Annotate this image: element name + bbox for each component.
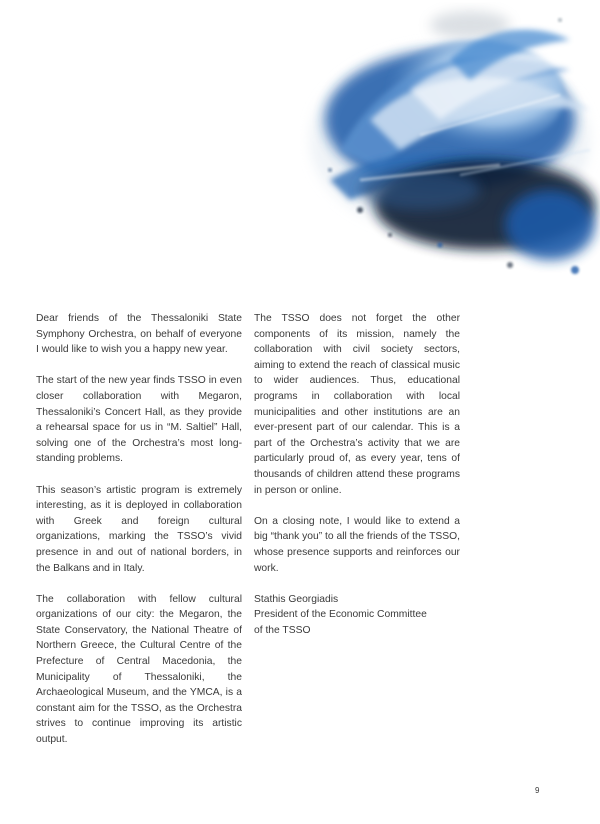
paragraph-megaron-collaboration: The start of the new year finds TSSO in even closer collaboration with Megaron, Thessaloniki’s Concert Hall, as they provide a rehearsal space for us in “M. Saltiel” Hall, solving one of the Orchestra’s most long-standing problems. — [36, 375, 242, 465]
signatory-name: Stathis Georgiadis — [254, 593, 339, 605]
left-text-column — [36, 311, 242, 763]
signatory-title-line-1: President of the Economic Committee — [254, 609, 427, 621]
right-text-column — [254, 311, 460, 654]
abstract-blue-flower-artwork — [300, 0, 600, 290]
paragraph-mission: The TSSO does not forget the other components of its mission, namely the collaboration with civil society sectors, aiming to extend the reach of classical music to wider audiences. Thus, educational programs in collaboration with local municipalities and other institutions are an ever-present part of our calendar. This is a part of the Orchestra’s activity that we are particularly proud of, as every year, tens of thousands of children attend these programs in person or online. — [254, 313, 460, 496]
signature-block — [254, 592, 460, 639]
page-number: 9 — [535, 786, 540, 795]
paragraph-greeting: Dear friends of the Thessaloniki State Symphony Orchestra, on behalf of everyone I would like to wish you a happy new year. — [36, 313, 242, 356]
signatory-title-line-2: of the TSSO — [254, 624, 311, 636]
paragraph-cultural-organizations: The collaboration with fellow cultural organizations of our city: the Megaron, the State Conservatory, the National Theatre of Northern Greece, the Cultural Centre of the Prefecture of Central Macedonia, the Municipality of Thessaloniki, the Archaeological Museum, and the YMCA, is a constant aim for the TSSO, as the Orchestra strives to continue improving its artistic output. — [36, 593, 242, 746]
paragraph-artistic-program: This season’s artistic program is extremely interesting, as it is deployed in collaboration with Greek and foreign cultural organizations, marking the TSSO’s vivid presence in and out of national borders, in the Balkans and in Italy. — [36, 484, 242, 574]
paragraph-closing-note: On a closing note, I would like to extend a big “thank you” to all the friends of the TSSO, whose presence supports and reinforces our work. — [254, 515, 460, 574]
